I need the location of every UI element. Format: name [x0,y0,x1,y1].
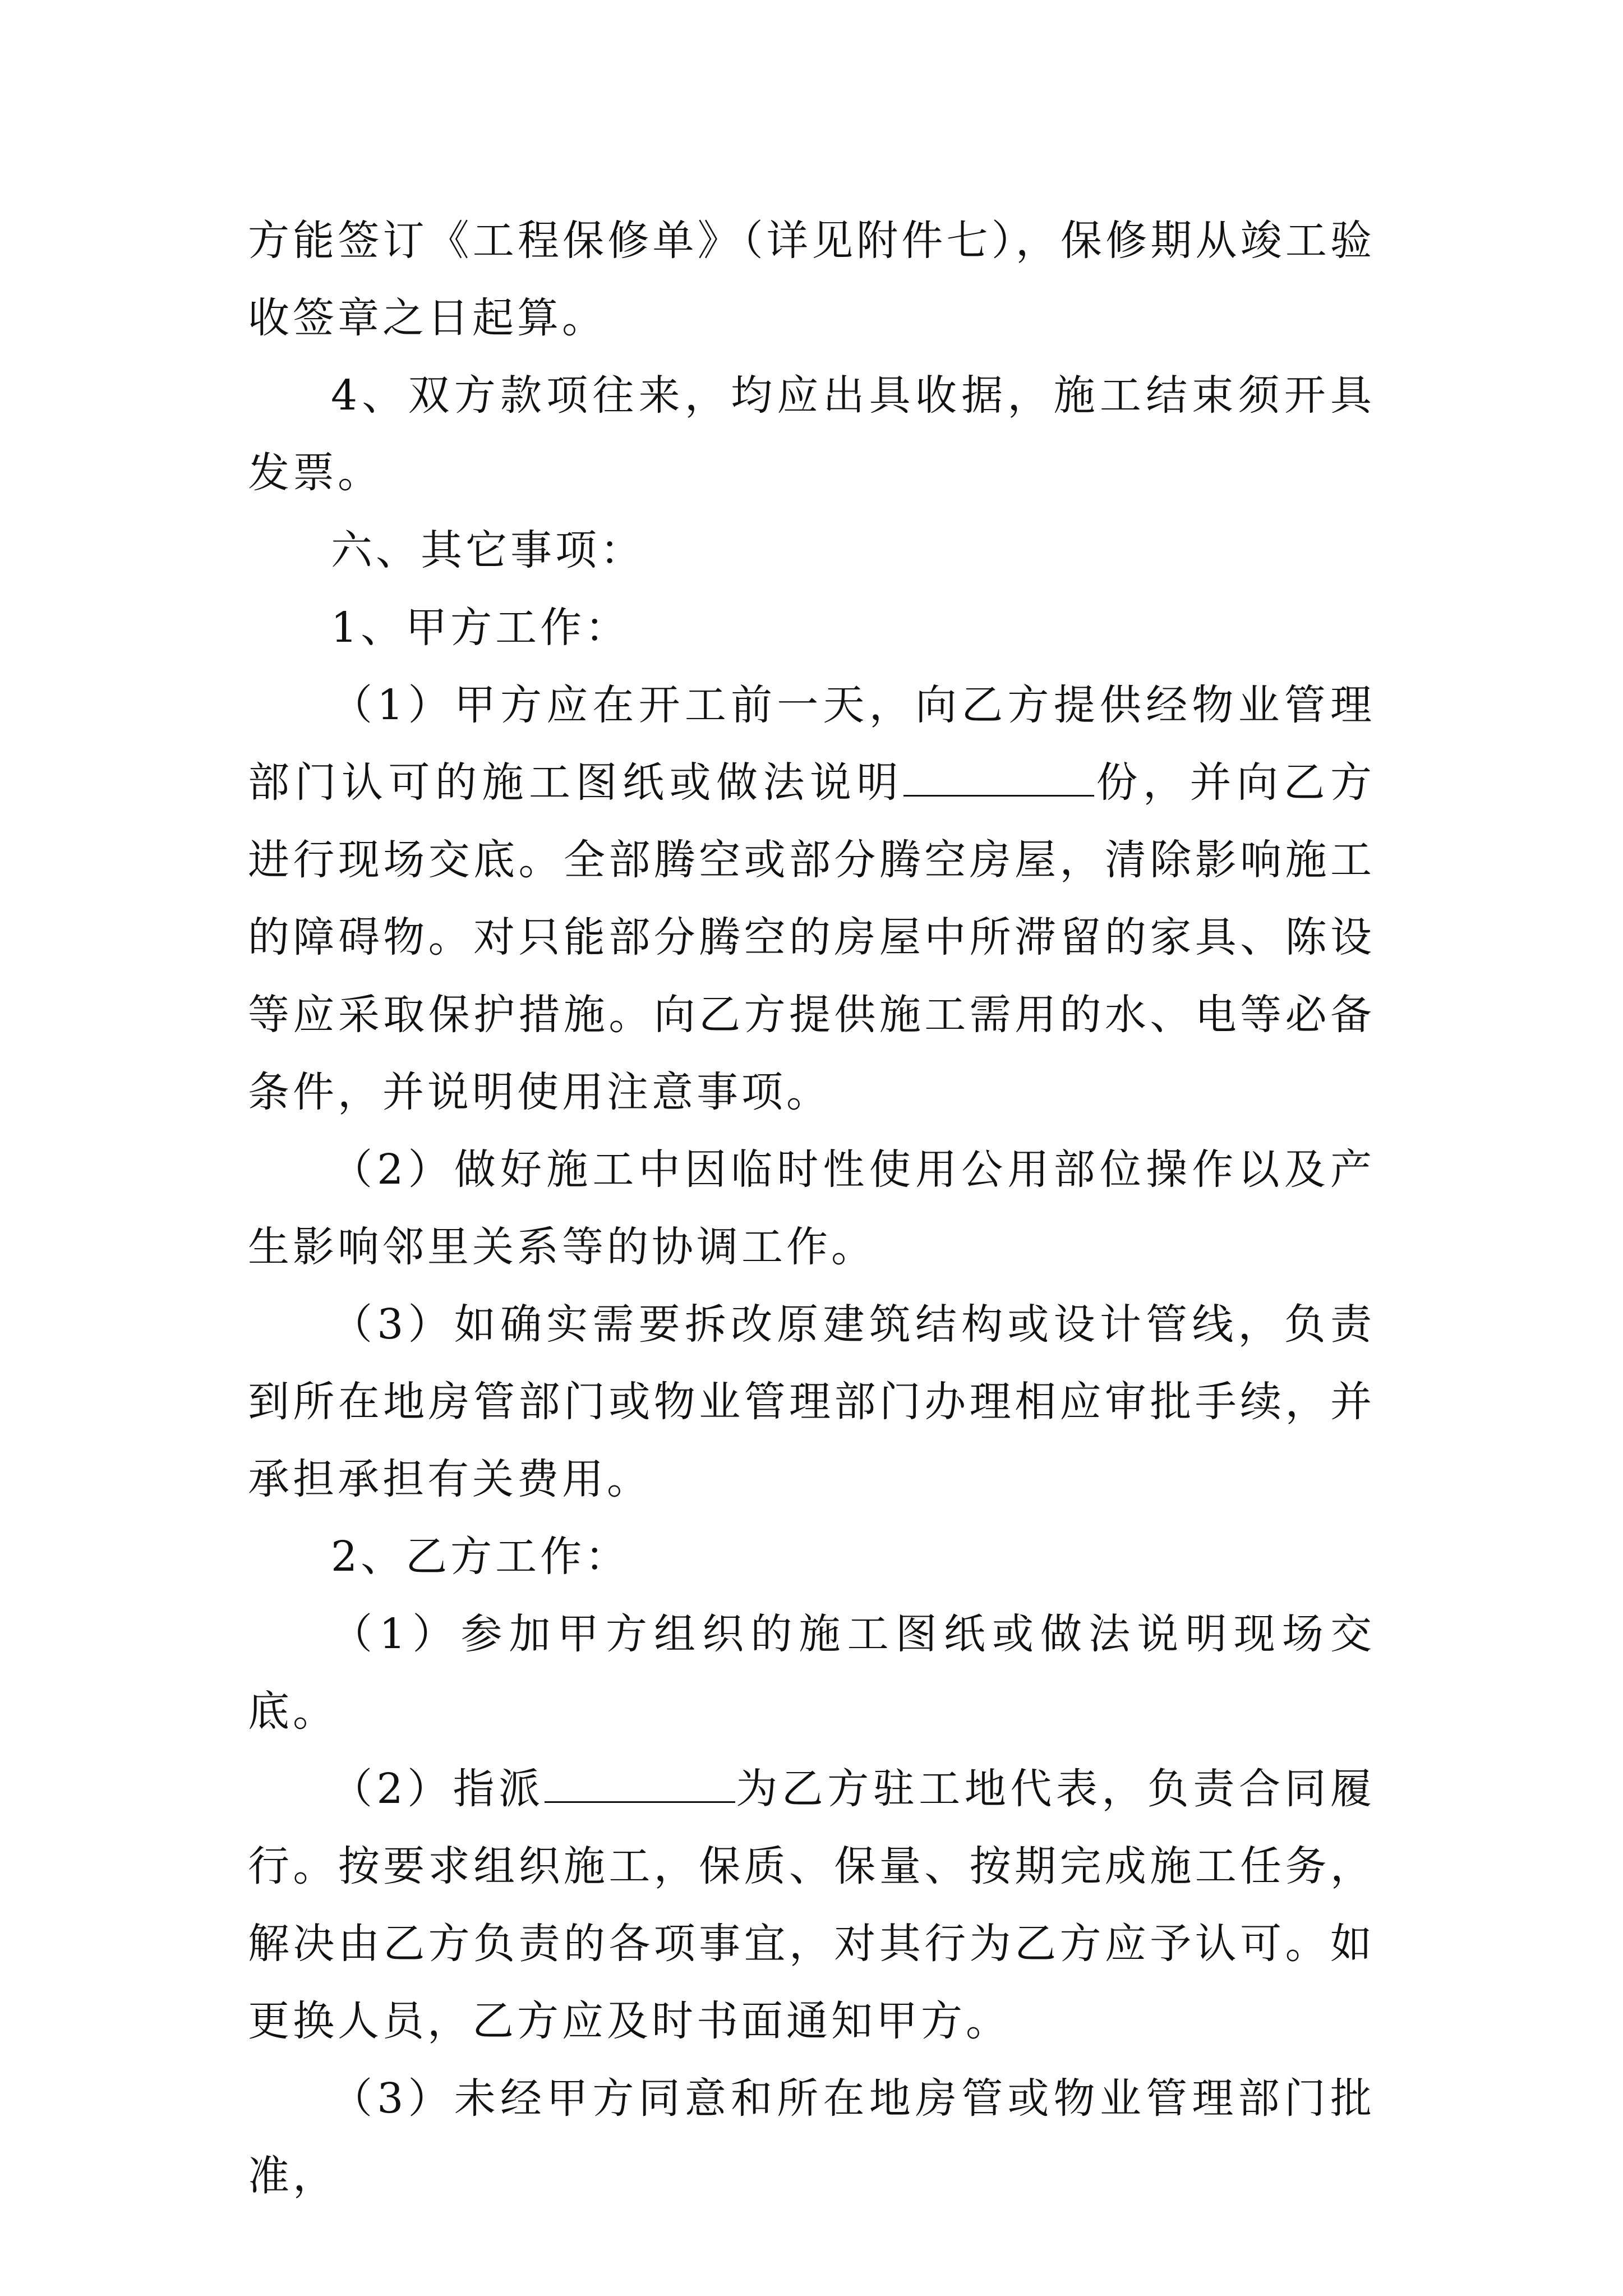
subheading-party-b-duties: 2、乙方工作： [331,1533,630,1581]
paragraph-party-a-item-1 [248,666,1375,1131]
section-heading-other-matters: 六、其它事项： [331,526,645,574]
party-b-item-2-text-before: （2）指派 [331,1765,545,1813]
subheading-party-a-duties: 1、甲方工作： [331,604,630,652]
paragraph-party-a-item-3: （3）如确实需要拆改原建筑结构或设计管线，负责到所在地房管部门或物业管理部门办理相应审批手续，并承担承担有关费用。 [248,1300,1375,1503]
copies-blank-field [903,761,1094,797]
paragraph-party-b-item-2 [248,1750,1375,2060]
paragraph-party-b-item-1: （1）参加甲方组织的施工图纸或做法说明现场交底。 [248,1610,1375,1736]
site-representative-blank-field [545,1768,735,1803]
party-a-item-1-text-before: （1）甲方应在开工前一天，向乙方提供经物业管理部门认可的施工图纸或做法说明 [248,681,1375,807]
paragraph-party-a-item-2: （2）做好施工中因临时性使用公用部位操作以及产生影响邻里关系等的协调工作。 [248,1145,1375,1271]
paragraph-warranty-continuation: 方能签订《工程保修单》（详见附件七），保修期从竣工验收签章之日起算。 [248,217,1375,342]
paragraph-party-b-item-3: （3）未经甲方同意和所在地房管或物业管理部门批准， [248,2074,1375,2200]
paragraph-payment-receipts: 4、双方款项往来，均应出具收据，施工结束须开具发票。 [248,371,1375,497]
party-a-item-1-text-after: 份，并向乙方进行现场交底。全部腾空或部分腾空房屋，清除影响施工的障碍物。对只能部分腾空的房屋中所滞留的家具、陈设等应采取保护措施。向乙方提供施工需用的水、电等必备条件，并说明使用注意事项。 [248,758,1375,1116]
party-b-item-2-text-after: 为乙方驻工地代表，负责合同履行。按要求组织施工，保质、保量、按期完成施工任务，解决由乙方负责的各项事宜，对其行为乙方应予认可。如更换人员，乙方应及时书面通知甲方。 [248,1765,1375,2045]
document-body [248,202,1375,2215]
